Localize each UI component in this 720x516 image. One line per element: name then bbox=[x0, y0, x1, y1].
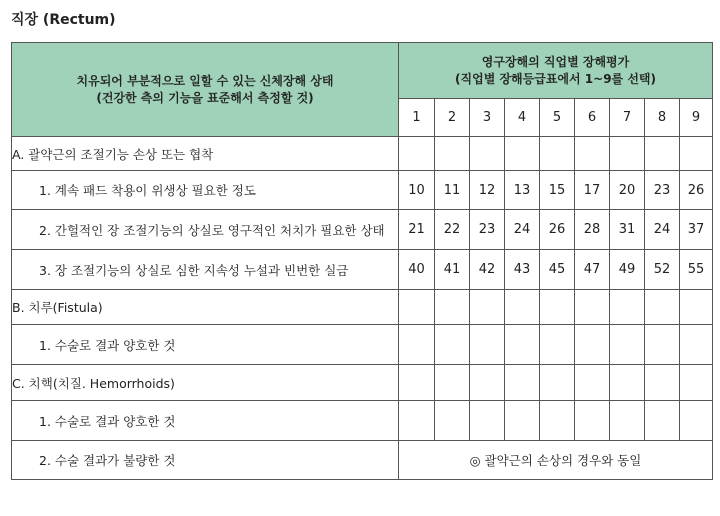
page-title: 직장 (Rectum) bbox=[11, 12, 116, 28]
grade-value bbox=[610, 325, 645, 365]
grade-value bbox=[470, 325, 505, 365]
row-note: ◎ 괄약근의 손상의 경우와 동일 bbox=[399, 441, 713, 480]
grade-value bbox=[435, 290, 470, 325]
grade-value: 24 bbox=[505, 210, 540, 250]
grade-number: 7 bbox=[610, 99, 645, 137]
grade-number: 5 bbox=[540, 99, 575, 137]
table-row bbox=[12, 250, 713, 290]
grade-value bbox=[575, 365, 610, 401]
grade-value: 26 bbox=[680, 171, 713, 210]
grade-value bbox=[399, 290, 435, 325]
grade-value: 17 bbox=[575, 171, 610, 210]
grade-value bbox=[645, 137, 680, 171]
grade-value: 20 bbox=[610, 171, 645, 210]
grade-value bbox=[435, 325, 470, 365]
grade-value: 43 bbox=[505, 250, 540, 290]
grade-number: 3 bbox=[470, 99, 505, 137]
table-row bbox=[12, 290, 713, 325]
grade-value bbox=[645, 401, 680, 441]
grade-value bbox=[610, 365, 645, 401]
table-row bbox=[12, 441, 713, 480]
grade-value bbox=[645, 290, 680, 325]
grade-value bbox=[680, 365, 713, 401]
grade-value bbox=[470, 137, 505, 171]
grade-value: 37 bbox=[680, 210, 713, 250]
grade-number: 4 bbox=[505, 99, 540, 137]
grade-value bbox=[540, 365, 575, 401]
table-row bbox=[12, 137, 713, 171]
grade-value bbox=[435, 365, 470, 401]
grade-value: 28 bbox=[575, 210, 610, 250]
grade-value: 21 bbox=[399, 210, 435, 250]
grade-value bbox=[680, 325, 713, 365]
grade-value: 55 bbox=[680, 250, 713, 290]
grade-number: 1 bbox=[399, 99, 435, 137]
grade-value: 26 bbox=[540, 210, 575, 250]
grade-value: 23 bbox=[470, 210, 505, 250]
grade-value bbox=[610, 290, 645, 325]
grade-number: 2 bbox=[435, 99, 470, 137]
row-label: 2. 수술 결과가 불량한 것 bbox=[12, 441, 399, 480]
grade-value bbox=[399, 401, 435, 441]
grade-value: 40 bbox=[399, 250, 435, 290]
condition-header-line2: (건강한 측의 기능을 표준해서 측정할 것) bbox=[96, 90, 314, 105]
grade-value bbox=[399, 137, 435, 171]
grade-value bbox=[399, 325, 435, 365]
grade-value bbox=[540, 401, 575, 441]
grade-value bbox=[540, 290, 575, 325]
grade-value: 31 bbox=[610, 210, 645, 250]
grade-value: 15 bbox=[540, 171, 575, 210]
grade-value bbox=[470, 365, 505, 401]
grade-value bbox=[680, 290, 713, 325]
grade-value bbox=[505, 325, 540, 365]
grade-number: 8 bbox=[645, 99, 680, 137]
row-label: 1. 수술로 결과 양호한 것 bbox=[12, 325, 399, 365]
row-label: C. 치핵(치질. Hemorrhoids) bbox=[12, 365, 399, 401]
grade-value bbox=[680, 401, 713, 441]
grade-value bbox=[540, 325, 575, 365]
grade-value bbox=[575, 325, 610, 365]
grade-value: 41 bbox=[435, 250, 470, 290]
condition-header-line1: 치유되어 부분적으로 일할 수 있는 신체장해 상태 bbox=[76, 73, 334, 88]
table-row bbox=[12, 210, 713, 250]
grade-value: 47 bbox=[575, 250, 610, 290]
grade-header-line2: (직업별 장해등급표에서 1~9를 선택) bbox=[455, 71, 656, 86]
row-label: A. 괄약근의 조절기능 손상 또는 협착 bbox=[12, 137, 399, 171]
grade-value: 52 bbox=[645, 250, 680, 290]
grade-value bbox=[575, 137, 610, 171]
grade-value: 42 bbox=[470, 250, 505, 290]
grade-value: 10 bbox=[399, 171, 435, 210]
table-row bbox=[12, 325, 713, 365]
table-row bbox=[12, 171, 713, 210]
grade-header-line1: 영구장해의 직업별 장해평가 bbox=[481, 54, 630, 69]
grade-value bbox=[505, 290, 540, 325]
grade-value bbox=[575, 401, 610, 441]
grade-value bbox=[540, 137, 575, 171]
grade-value bbox=[505, 137, 540, 171]
table-row bbox=[12, 365, 713, 401]
condition-header bbox=[12, 43, 399, 137]
grade-value bbox=[435, 137, 470, 171]
table-row bbox=[12, 401, 713, 441]
row-label: 3. 장 조절기능의 상실로 심한 지속성 누설과 빈번한 실금 bbox=[12, 250, 399, 290]
grade-value: 22 bbox=[435, 210, 470, 250]
row-label: B. 치루(Fistula) bbox=[12, 290, 399, 325]
grade-value: 23 bbox=[645, 171, 680, 210]
grade-value bbox=[610, 401, 645, 441]
grade-value bbox=[470, 290, 505, 325]
grade-header bbox=[399, 43, 713, 99]
grade-value bbox=[645, 325, 680, 365]
grade-value bbox=[470, 401, 505, 441]
grade-number: 9 bbox=[680, 99, 713, 137]
row-label: 1. 계속 패드 착용이 위생상 필요한 정도 bbox=[12, 171, 399, 210]
grade-value: 11 bbox=[435, 171, 470, 210]
grade-value bbox=[435, 401, 470, 441]
grade-value: 12 bbox=[470, 171, 505, 210]
row-label: 1. 수술로 결과 양호한 것 bbox=[12, 401, 399, 441]
grade-value bbox=[610, 137, 645, 171]
grade-value: 49 bbox=[610, 250, 645, 290]
grade-value bbox=[575, 290, 610, 325]
grade-value bbox=[505, 365, 540, 401]
grade-number: 6 bbox=[575, 99, 610, 137]
grade-value: 24 bbox=[645, 210, 680, 250]
grade-value bbox=[399, 365, 435, 401]
grade-value bbox=[680, 137, 713, 171]
row-label: 2. 간헐적인 장 조절기능의 상실로 영구적인 처치가 필요한 상태 bbox=[12, 210, 399, 250]
grade-value: 13 bbox=[505, 171, 540, 210]
rectum-disability-table bbox=[11, 42, 713, 480]
grade-value bbox=[505, 401, 540, 441]
grade-value: 45 bbox=[540, 250, 575, 290]
grade-value bbox=[645, 365, 680, 401]
